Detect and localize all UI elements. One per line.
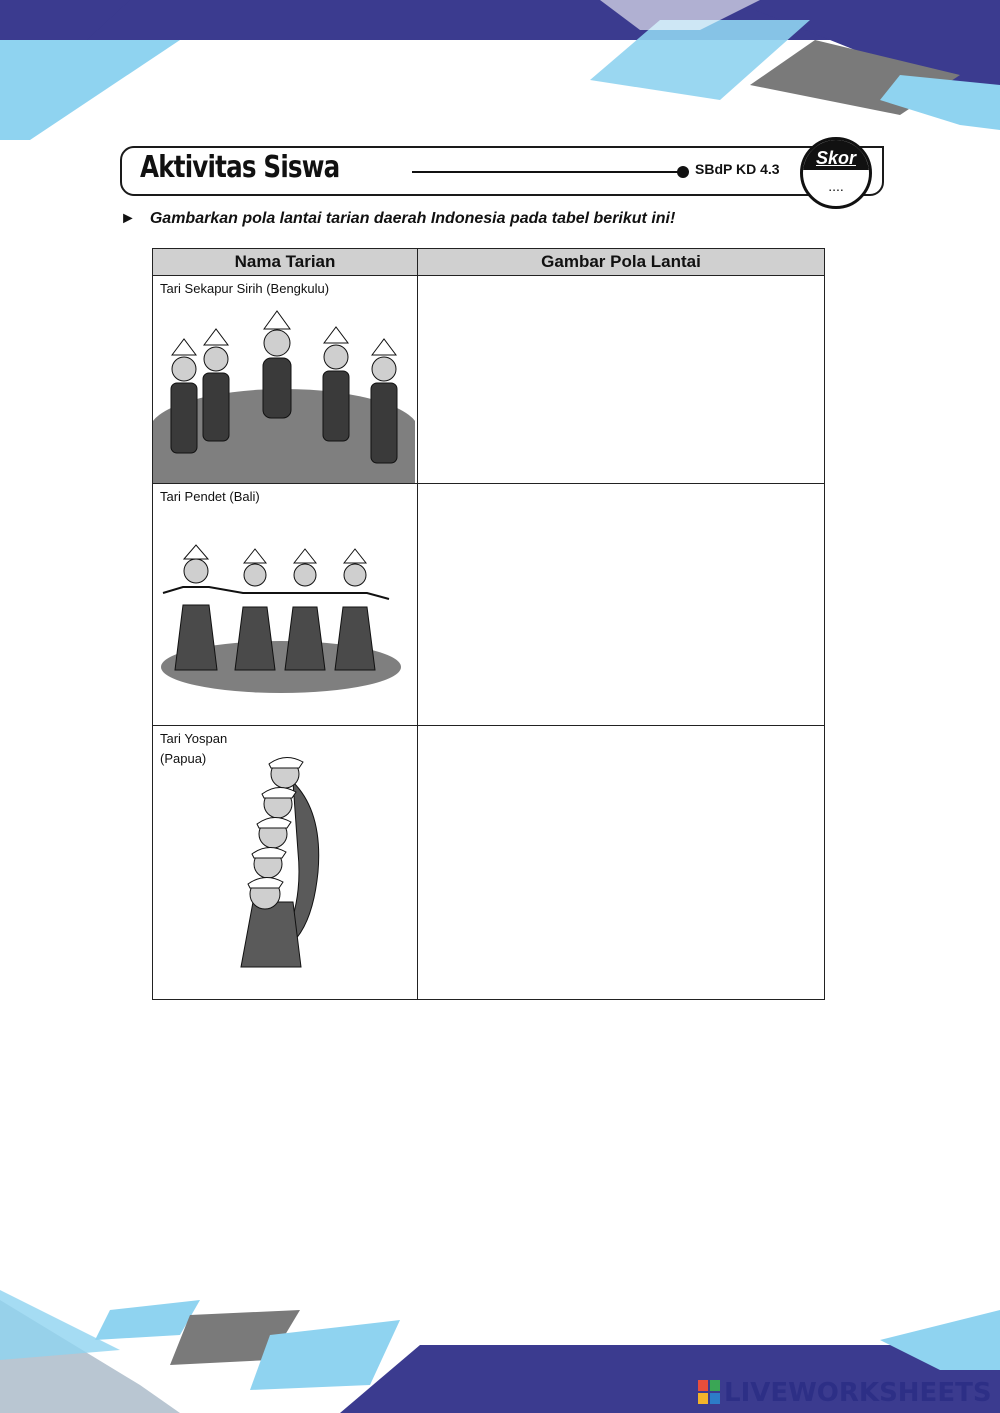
table-row	[153, 484, 825, 726]
floor-pattern-drawing-area[interactable]	[418, 484, 825, 726]
yospan-dancers-illustration	[223, 752, 363, 982]
liveworksheets-brand: LIVEWORKSHEETS	[724, 1378, 992, 1408]
sekapur-sirih-dancers-illustration	[153, 303, 415, 483]
page-title: Aktivitas Siswa	[140, 150, 340, 185]
subject-code: SBdP KD 4.3	[695, 161, 780, 177]
dance-table	[152, 248, 825, 1000]
dance-region: (Papua)	[160, 751, 207, 766]
triangle-bullet-icon: ►	[120, 210, 136, 227]
dance-name: Tari Pendet (Bali)	[160, 489, 260, 504]
dance-cell	[153, 726, 418, 1000]
dance-name: Tari Sekapur Sirih (Bengkulu)	[160, 281, 330, 296]
table-header-row	[153, 249, 825, 276]
table-row	[153, 276, 825, 484]
score-badge	[800, 137, 872, 209]
instruction-text: Gambarkan pola lantai tarian daerah Indonesia pada tabel berikut ini!	[149, 210, 676, 227]
top-decoration	[0, 0, 1000, 140]
table-row	[153, 726, 825, 1000]
bullet-dot-icon	[677, 166, 689, 178]
instruction	[120, 210, 675, 228]
score-label: Skor	[815, 148, 857, 168]
floor-pattern-drawing-area[interactable]	[418, 276, 825, 484]
header-divider	[412, 171, 680, 173]
column-header-dance-name: Nama Tarian	[153, 249, 418, 276]
column-header-floor-pattern: Gambar Pola Lantai	[418, 249, 825, 276]
liveworksheets-logo-icon	[698, 1380, 720, 1404]
floor-pattern-drawing-area[interactable]	[418, 726, 825, 1000]
pendet-dancers-illustration	[153, 535, 415, 725]
dance-cell	[153, 276, 418, 484]
dance-cell	[153, 484, 418, 726]
score-value[interactable]: ....	[828, 178, 844, 194]
dance-name: Tari Yospan	[160, 731, 228, 746]
